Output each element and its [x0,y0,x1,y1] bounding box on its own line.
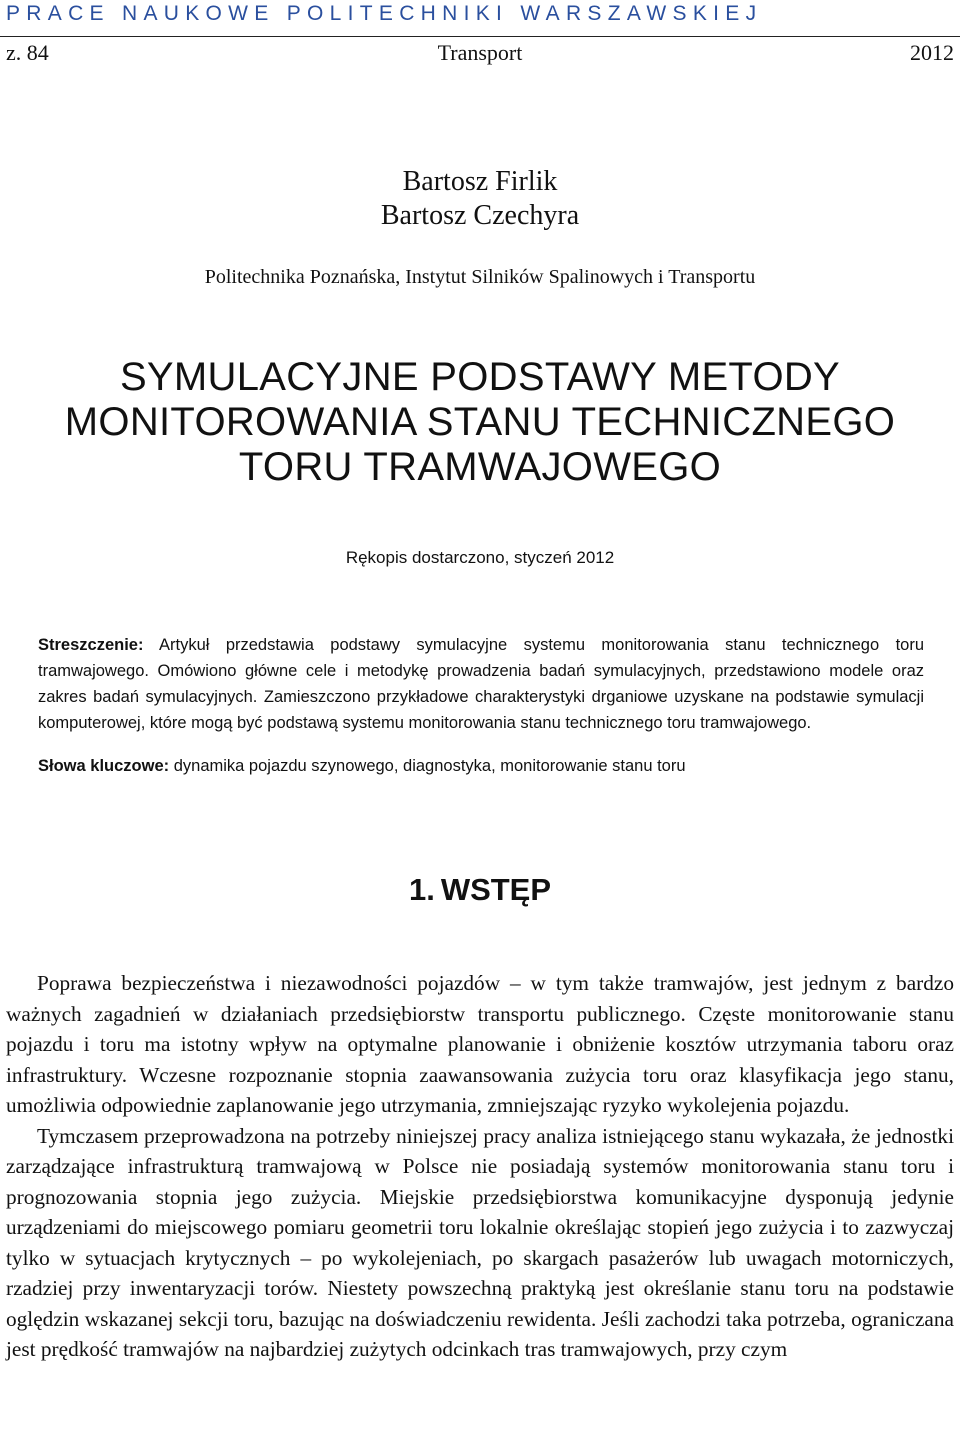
abstract-text: Artykuł przedstawia podstawy symulacyjne systemu monitorowania stanu technicznego toru tramwajowego. Omówiono główne cele i metodykę prowadzenia badań symulacyjnych, przedstawiono modele oraz zakres badań symulacyjnych. Zamieszczono przykładowe charakterystyki drganiowe uzyskane na podstawie symulacji komputerowej, które mogą być podstawą systemu monitorowania stanu technicznego toru tramwajowego. [38,636,924,732]
body-paragraph: Tymczasem przeprowadzona na potrzeby niniejszej pracy analiza istniejącego stanu wykazała, że jednostki zarządzające infrastrukturą tramwajową w Polsce nie posiadają systemów monitorowania stanu toru i prognozowania stopnia jego zużycia. Miejskie przedsiębiorstwa komunikacyjne dysponują jedynie urządzeniami do miejscowego pomiaru geometrii toru lokalnie określając stopień jego zużycia i to zazwyczaj tylko w sytuacjach krytycznych – po wykolejeniach, po skargach pasażerów lub uwagach motorniczych, rzadziej przy inwentaryzacji torów. Niestety powszechną praktyką jest określanie stanu toru na podstawie oględzin wskazanej sekcji toru, bazując na doświadczeniu rewidenta. Jeśli zachodzi taka potrzeba, ograniczana jest prędkość tramwajów na najbardziej zużytych odcinkach tras tramwajowych, przy czym [6,1123,954,1361]
title-line: MONITOROWANIA STANU TECHNICZNEGO [64,400,896,444]
abstract-label: Streszczenie: [38,636,144,654]
paper-title [0,355,960,490]
issue-line [6,40,954,66]
journal-series-title: PRACE NAUKOWE POLITECHNIKI WARSZAWSKIEJ [6,2,763,25]
keywords-label: Słowa kluczowe: [38,757,170,775]
body-paragraph: Poprawa bezpieczeństwa i niezawodności pojazdów – w tym także tramwajów, jest jednym z bardzo ważnych zagadnień w działaniach przedsiębiorstw transportu publicznego. Częste monitorowanie stanu pojazdu i toru ma istotny wpływ na optymalne planowanie i obniżenie kosztów utrzymania taboru oraz infrastruktury. Wczesne rozpoznanie stopnia zaawansowania zużycia toru oraz klasyfikacja jego stanu, umożliwia odpowiednie zaplanowanie jego utrzymania, zmniejszając ryzyko wykolejenia pojazdu. [6,971,954,1117]
keywords-text: dynamika pojazdu szynowego, diagnostyka, monitorowanie stanu toru [173,757,686,775]
issue-year: 2012 [910,40,954,65]
issue-category: Transport [437,40,523,65]
author-list [0,165,960,233]
author-name: Bartosz Firlik [402,166,558,197]
issue-volume: z. 84 [6,40,49,65]
body-text [6,968,954,1365]
abstract [38,632,924,736]
keywords [38,757,924,776]
title-line: TORU TRAMWAJOWEGO [238,445,722,489]
section-title: WSTĘP [440,872,552,907]
received-date: Rękopis dostarczono, styczeń 2012 [345,548,615,567]
title-line: SYMULACYJNE PODSTAWY METODY [119,355,841,399]
section-heading [0,872,960,908]
header-rule [0,36,960,37]
section-number: 1. [408,872,435,907]
author-name: Bartosz Czechyra [380,200,580,231]
affiliation: Politechnika Poznańska, Instytut Silników Spalinowych i Transportu [204,266,756,288]
